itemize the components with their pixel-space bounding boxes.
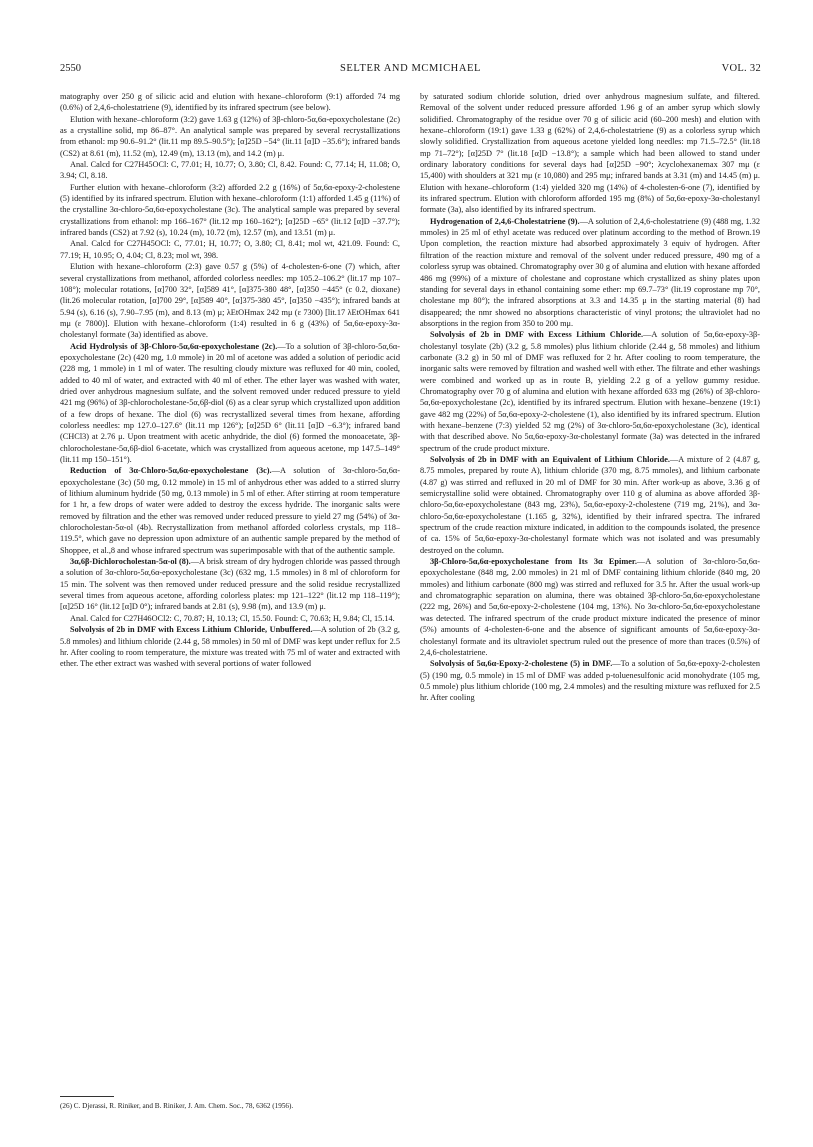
paragraph [60,556,400,613]
paragraph-text: —A solution of 5α,6α-epoxy-3β-cholestanyl tosylate (2b) (3.2 g, 5.8 mmoles) plus lithium chloride (2.44 g, 58 mmoles) and lithium carbonate (3.2 g) in 50 ml of DMF was refluxed for 2 hr. After cooling to room temperature, the inorganic salts were removed by filtration and washed well with ether. The filtrate and ether washings were combined and worked up as in route B, yielding 2.2 g of a yellow gummy residue. Chromatography over 70 g of alumina and elution with hexane afforded 633 mg (26%) of 3β-chloro-5α,6α-epoxycholestane (2c), identified by its infrared spectrum. Elution with hexane–benzene (19:1) gave 482 mg (22%) of 5α,6α-epoxy-2-cholestene (1), also identified by its infrared spectrum. Elution with hexane–benzene (7:3) yielded 52 mg (2%) of 3α-chloro-5α,6α-epoxycholestane (3c), identical with that described above. No 5α,6α-epoxy-3α-cholestanyl formate (3a) was detected in the infrared spectrum of the crude product mixture. [420,330,760,453]
paragraph-text: —To a solution of 3β-chloro-5α,6α-epoxycholestane (2c) (420 mg, 1.0 mmole) in 20 ml of acetone was added a solution of periodic acid (228 mg, 1 mmole) in 1 ml of water. The resulting cloudy mixture was refluxed for 40 min, cooled, added to 40 ml of water, and extracted with 40 ml of ether. The ether layer was washed with water, dried over anhydrous magnesium sulfate, and the solvent removed under reduced pressure to yield 421 mg (96%) of 3β-chlorocholestane-5α,6β-diol (6) as a clear syrup which crystallized upon addition of a few drops of hexane. The diol (6) was recrystallized several times from hexane, affording colorless needles: mp 127.0–127.6° (lit.11 mp 126°); [α]25D 6° (lit.11 [α]D −6.3°); infrared band (CHCl3) at 2.76 μ. Upon treatment with acetic anhydride, the diol (6) formed the monoacetate, 3β-chlorocholestane-5α,6β-diol 6-acetate, which was crystallized from aqueous acetone, mp 147.5–149° (lit.11 mp 150–151°). [60,341,400,464]
paragraph [420,216,760,329]
paragraph-text: —A solution of 3α-chloro-5α,6α-epoxycholestane (848 mg, 2.00 mmoles) in 21 ml of DMF containing lithium chloride (840 mg, 20 mmoles) and lithium carbonate (800 mg) was stirred and refluxed for 3.5 hr. After the usual work-up and chromatographic separation on alumina, there was obtained 3β-chloro-5α,6α-epoxycholestane (222 mg, 26%) and 5α,6α-epoxy-2-cholestene (104 mg, 13%). No 3α-chloro-5α,6α-epoxycholestane was detected. The infrared spectrum of the crude product mixture indicated the presence of minor (5%) amounts of 4-cholesten-6-one and the absence of significant amounts of 5α,6α-epoxy-3α-cholestanyl formate and its ultraviolet spectrum ruled out the presence of more than traces (0.5%) of 2,4,6-cholestatriene. [420,557,760,657]
paragraph [420,454,760,556]
paragraph [420,329,760,454]
left-column [60,91,400,1091]
page-number: 2550 [60,63,81,74]
footnote-rule [60,1096,114,1097]
paragraph [420,556,760,658]
paragraph-text: Anal. Calcd for C27H45OCl: C, 77.01; H, 10.77; O, 3.80; Cl, 8.41; mol wt, 421.09. Found: C, 77.19; H, 10.95; O, 4.04; Cl, 8.23; mol wt, 398. [60,239,400,260]
paragraph [60,114,400,159]
paragraph-text: —To a solution of 5α,6α-epoxy-2-cholesten (5) (190 mg, 0.5 mmole) in 15 ml of DMF was added p-toluenesulfonic acid monohydrate (105 mg, 0.5 mmole) plus lithium chloride (100 mg, 2.4 mmoles) and the resulting mixture was refluxed for 2.5 hr. After cooling [420,659,760,703]
paragraph-text: —A mixture of 2 (4.87 g, 8.75 mmoles, prepared by route A), lithium chloride (370 mg, 8.75 mmoles), and lithium carbonate (4.87 g) was stirred and refluxed in 20 ml of DMF for 30 min. After work-up as above, 3.36 g of semicrystalline solid were obtained. Chromatography over 110 g of alumina as above afforded 3β-chloro-5α,6α-epoxycholestane (843 mg, 23%), 5α,6α-epoxy-2-cholestene (719 mg, 21%), and 3α-chloro-5α,6α-epoxycholestane (1.165 g, 32%), identified by their infrared spectra. The infrared spectrum of the crude reaction mixture indicated, in addition to the compounds isolated, the presence of ca. 15% of 5α,6α-epoxy-3α-cholestanyl formate which was not isolated and was presumably destroyed on the column. [420,455,760,555]
paragraph [60,465,400,556]
section-heading: Solvolysis of 2b in DMF with an Equivalent of Lithium Chloride. [430,455,670,464]
paragraph [60,341,400,466]
paragraph-text: —A solution of 2,4,6-cholestatriene (9) (488 mg, 1.32 mmoles) in 25 ml of ethyl acetate was reduced over platinum according to the method of Brown.19 Upon completion, the reaction mixture had absorbed approximately 3 equiv of hydrogen. After filtration of the reaction mixture and removal of the solvent under reduced pressure, 490 mg of a colorless syrup was obtained. Chromatography over 30 g of alumina and elution with hexane afforded 486 mg (99%) of a mixture of cholestane and coprostane which crystallized as shiny plates upon standing for several days in ethanol containing some ether: mp 69.7–73° (lit.19 coprostane mp 70°, cholestane mp 80°); the infrared absorptions at 3.3 and 14.35 μ in the starting material (8) had disappeared; the nmr showed no absorptions characteristic of vinyl protons; the ultraviolet had no absorptions in the region from 350 to 200 mμ. [420,216,760,328]
section-heading: 3β-Chloro-5α,6α-epoxycholestane from Its 3α Epimer. [430,557,637,567]
section-heading: Hydrogenation of 2,4,6-Cholestatriene (9). [430,216,580,226]
paragraph-text: —A solution of 3α-chloro-5α,6α-epoxycholestane (3c) (50 mg, 0.12 mmole) in 15 ml of anhydrous ether was added to a stirred slurry of lithium aluminum hydride (50 mg, 0.13 mmole) in 5 ml of ether. After stirring at room temperature for 1 hr, a few drops of water were added to destroy the excess hydride. The inorganic salts were removed by filtration and the ether was removed under reduced pressure to yield 27 mg (54%) of 3α-chlorocholestan-5α-ol (4b). Recrystallization from methanol afforded colorless crystals, mp 118–119.5°, which gave no depression upon admixture of an authentic sample prepared by the method of Shoppee, et al.,8 and whose infrared spectrum was superimposable with that of the authentic sample. [60,466,400,555]
paragraph-text: —A brisk stream of dry hydrogen chloride was passed through a solution of 3α-chloro-5α,6α-epoxycholestane (3c) (632 mg, 1.5 mmoles) in 8 ml of chloroform for 15 min. The solvent was then removed under reduced pressure and the solid residue recrystallized several times from aqueous acetone, affording colorless plates: mp 121–122° (lit.12 mp 118–119°); [α]25D 16° (lit.12 [α]D 0°); infrared bands at 2.81 (s), 9.98 (m), and 13.9 (m) μ. [60,557,400,612]
paragraph [60,238,400,261]
paragraph-text: Further elution with hexane–chloroform (3:2) afforded 2.2 g (16%) of 5α,6α-epoxy-2-cholestene (5) identified by its infrared spectrum. Elution with hexane–chloroform (1:1) afforded 1.45 g (11%) of the crystalline 3α-chloro-5α,6α-epoxycholestane (3c). The analytical sample was prepared by several crystallizations from ethanol: mp 166–167° (lit.12 mp 160–162°); [α]25D −65° (lit.12 [α]D −37.7°); infrared bands (CS2) at 7.92 (s), 10.24 (m), 10.72 (m), 12.57 (m), and 13.51 (m) μ. [60,182,400,238]
paragraph [60,613,400,624]
footnote: (26) C. Djerassi, R. Riniker, and B. Riniker, J. Am. Chem. Soc., 78, 6362 (1956). [60,1102,294,1110]
paragraph-text: Elution with hexane–chloroform (3:2) gave 1.63 g (12%) of 3β-chloro-5α,6α-epoxycholestane (2c) as a crystalline solid, mp 86–87°. An analytical sample was prepared by several recrystallizations from ethanol: mp 90.6–91.2° (lit.11 mp 89.5–90.5°); [α]25D −54° (lit.11 [α]D −35.6°); infrared bands (CS2) at 8.61 (m), 11.52 (m), 12.49 (m), 13.13 (m), and 14.2 (m) μ. [60,114,400,158]
section-heading: 3α,6β-Dichlorocholestan-5α-ol (8). [70,557,191,567]
paragraph [60,182,400,239]
paragraph [60,91,400,114]
running-title: SELTER AND MCMICHAEL [339,63,482,74]
section-heading: Solvolysis of 2b in DMF with Excess Lithium Chloride. [430,330,644,340]
paragraph-text: Anal. Calcd for C27H45OCl: C, 77.01; H, 10.77; O, 3.80; Cl, 8.42. Found: C, 77.14; H, 11.08; O, 3.94; Cl, 8.18. [60,160,400,181]
paragraph [60,624,400,669]
paragraph-text: by saturated sodium chloride solution, dried over anhydrous magnesium sulfate, and filtered. Removal of the solvent under reduced pressure afforded 1.96 g of an amber syrup which slowly solidified. Chromatography of the residue over 70 g of silicic acid (60–200 mesh) and elution with hexane–chloroform (19:1) gave 1.33 g (62%) of 2,4,6-cholestatriene (9) as a colorless syrup which slowly solidified. Crystallization from aqueous acetone yielded long needles: mp 71.5–72.5° (lit.18 mp 71–72°); [α]25D 7° (lit.18 [α]D −13.8°); a sample which had been allowed to stand under ordinary laboratory conditions for several days had [α]25D −90°; λcyclohexanemax 307 mμ (ε 15,400) with shoulders at 321 mμ (ε 10,080) and 295 mμ; infrared bands at 3.31 (m) and 14.45 (m) μ. Elution with hexane–chloroform (1:4) yielded 320 mg (14%) of 4-cholesten-6-one (7), identified by its infrared spectrum. Elution with chloroform afforded 195 mg (8%) of 5α,6α-epoxy-3α-cholestanyl formate (3a), also identified by its infrared spectrum. [420,92,760,215]
paragraph-text: matography over 250 g of silicic acid and elution with hexane–chloroform (9:1) afforded 74 mg (0.6%) of 2,4,6-cholestatriene (9), identified by its infrared spectrum (see below). [60,92,400,113]
paragraph-text: —A solution of 2b (3.2 g, 5.8 mmoles) and lithium chloride (2.44 g, 58 mmoles) in 50 ml of DMF was kept under reflux for 2.5 hr. After cooling to room temperature, the mixture was treated with 75 ml of water and extracted with ether. The ether extract was washed with several portions of water followed [60,625,400,669]
running-head [60,62,761,76]
paragraph-text: Anal. Calcd for C27H46OCl2: C, 70.87; H, 10.13; Cl, 15.50. Found: C, 70.63; H, 9.84; Cl, 15.14. [70,613,395,623]
paragraph [60,159,400,182]
paragraph-text: Elution with hexane–chloroform (2:3) gave 0.57 g (5%) of 4-cholesten-6-one (7) which, after several crystallizations from methanol, afforded colorless needles: mp 105.2–106.2° (lit.17 mp 107–108°); molecular rotations, [α]700 32°, [α]589 41°, [α]375-380 48°, [α]350 −445° (c 0.2, dioxane) (lit.26 molecular rotation, [α]700 29°, [α]589 40°, [α]375-380 45°, [α]350 −435°); infrared bands at 5.94 (s), 6.16 (s), 7.90–7.95 (m), and 8.13 (m) μ; λEtOHmax 242 mμ (ε 7300) [lit.17 λEtOHmax 641 mμ (ε 7800)]. Elution with hexane–chloroform (1:4) resulted in 6 g (43%) of 5α,6α-epoxy-3α-cholestanyl formate (3a) identified as above. [60,262,400,340]
section-heading: Acid Hydrolysis of 3β-Chloro-5α,6α-epoxycholestane (2c). [70,341,278,351]
right-column [420,91,760,1121]
section-heading: Solvolysis of 2b in DMF with Excess Lithium Chloride, Unbuffered. [70,625,313,635]
volume-label: VOL. 32 [721,63,761,74]
paragraph [420,658,760,703]
section-heading: Solvolysis of 5α,6α-Epoxy-2-cholestene (5) in DMF. [430,659,613,669]
section-heading: Reduction of 3α-Chloro-5α,6α-epoxycholestane (3c). [70,466,272,476]
paragraph [60,261,400,340]
paragraph [420,91,760,216]
